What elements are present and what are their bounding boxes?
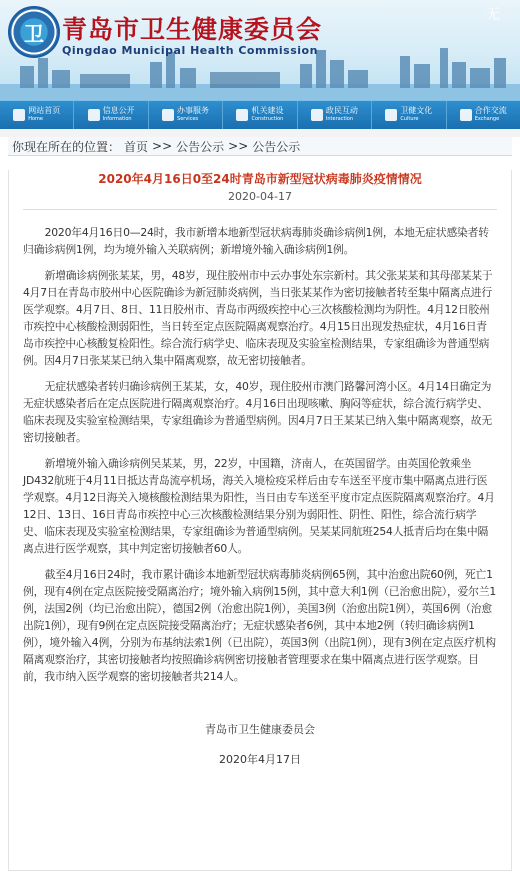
culture-icon: [385, 109, 397, 121]
breadcrumb-category-link[interactable]: 公告公示: [176, 139, 225, 154]
main-nav: [0, 100, 520, 129]
article-sign-date: 2020年4月17日: [219, 753, 301, 766]
building-icon: [236, 109, 248, 121]
nav-label-en: Services: [177, 116, 199, 122]
home-icon: [13, 109, 25, 121]
nav-label-en: Construction: [251, 116, 284, 122]
nav-label: 政民互动: [325, 106, 358, 115]
nav-label-en: Culture: [400, 116, 419, 122]
nav-label: 合作交流: [474, 106, 507, 115]
nav-label: 办事服务: [177, 106, 210, 115]
breadcrumb-home-link[interactable]: 首页: [124, 139, 149, 154]
service-icon: [162, 109, 174, 121]
spacer: [0, 129, 520, 137]
nav-label: 信息公开: [102, 106, 135, 115]
article-body: [8, 170, 512, 871]
site-title: 青岛市卫生健康委员会: [62, 15, 323, 44]
info-icon: [88, 109, 100, 121]
nav-item-culture[interactable]: [372, 101, 446, 129]
breadcrumb-separator: >>: [228, 139, 249, 153]
article-paragraph: 无症状感染者转归确诊病例王某某，女，40岁，现住胶州市澳门路馨河湾小区。4月14日确定为无症状感染者后在定点医院进行隔离观察治疗。4月16日出现咳嗽、胸闷等症状，综合流行病学史、临床表现及实验室检测结果，专家组确诊为普通型病例。因4月7日王某某已纳入集中隔离观察，故无密切接触者。: [23, 380, 493, 444]
article-paragraph: 新增确诊病例张某某，男，48岁，现住胶州市中云办事处东宗新村。其父张某某和其母邵某某于4月7日在青岛市胶州中心医院确诊为新冠肺炎病例，当日张某某作为密切接触者转至集中隔离点进行医学观察。4月7日、8日、11日胶州市、青岛市两级疾控中心三次核酸检测均为阴性。4月12日胶州市疾控中心核酸检测弱阳性，当日转至定点医院隔离观察治疗。4月15日出现发热症状，4月16日青岛市疾控中心核酸复检阳性。综合流行病学史、临床表现及实验室检测结果，专家组确诊为普通型病例。因4月7日张某某已纳入集中隔离观察，故无密切接触者。: [23, 269, 493, 367]
handshake-icon: [460, 109, 472, 121]
chat-icon: [311, 109, 323, 121]
article-signature: 青岛市卫生健康委员会: [205, 723, 315, 736]
nav-item-exchange[interactable]: [447, 101, 520, 129]
nav-label-en: Home: [28, 116, 43, 122]
logo-glyph: 卫: [24, 22, 44, 46]
corner-text: 无: [486, 7, 500, 23]
breadcrumb-separator: >>: [152, 139, 173, 153]
nav-item-interaction[interactable]: [298, 101, 372, 129]
site-subtitle: Qingdao Municipal Health Commission: [62, 44, 318, 57]
article-paragraph: 截至4月16日24时，我市累计确诊本地新型冠状病毒肺炎病例65例，其中治愈出院60例，死亡1例，现有4例在定点医院接受隔离治疗；境外输入病例15例，其中意大利1例（已治愈出院），爱尔兰1例，法国2例（均已治愈出院），德国2例（治愈出院1例），美国3例（治愈出院1例），英国6例（治愈出院1例），现有9例在定点医院接受隔离治疗；无症状感染者6例，其中本地2例（转归确诊病例1例），境外输入4例，分别为布基纳法索1例（已出院），英国3例（出院1例），现有3例在定点医疗机构隔离观察治疗，其密切接触者均按照确诊病例密切接触者管理要求在集中隔离点进行医学观察。目前，我市纳入医学观察的密切接触者共214人。: [23, 568, 497, 683]
breadcrumb-current-link[interactable]: 公告公示: [252, 139, 301, 154]
breadcrumb: [8, 137, 512, 156]
nav-label: 卫健文化: [400, 106, 433, 115]
nav-label-en: Interaction: [325, 116, 354, 122]
nav-label: 机关建设: [251, 106, 284, 115]
nav-item-information[interactable]: [74, 101, 148, 129]
article-paragraph: 新增境外输入确诊病例吴某某，男，22岁，中国籍，济南人，在英国留学。由英国伦敦乘坐JD432航班于4月11日抵达青岛流亭机场，海关入境检疫采样后由专车送至平度市集中隔离点进行医学观察。4月12日海关入境核酸检测结果为阳性，当日由专车送至平度市定点医院隔离观察治疗。4月12日、13日、16日青岛市疾控中心三次核酸检测结果分别为弱阳性、阴性、阳性，综合流行病学史、临床表现及实验室检测结果，专家组确诊为普通型病例。吴某某同航班254人抵青后均在集中隔离点进行医学观察，其中判定密切接触者60人。: [23, 457, 495, 555]
article-date: 2020-04-17: [23, 190, 497, 210]
breadcrumb-label: 你现在所在的位置：: [12, 139, 121, 154]
nav-label-en: Information: [102, 116, 132, 122]
nav-label-en: Exchange: [474, 116, 500, 122]
nav-label: 网站首页: [28, 106, 61, 115]
article-paragraph: 2020年4月16日0—24时，我市新增本地新型冠状病毒肺炎确诊病例1例，本地无症状感染者转归确诊病例1例，均为境外输入关联病例；新增境外输入确诊病例1例。: [23, 226, 489, 256]
nav-item-construction[interactable]: [223, 101, 297, 129]
nav-item-home[interactable]: [0, 101, 74, 129]
article-title: 2020年4月16日0至24时青岛市新型冠状病毒肺炎疫情情况: [98, 172, 422, 186]
health-commission-logo[interactable]: [8, 6, 60, 58]
site-banner: [0, 0, 520, 100]
nav-item-services[interactable]: [149, 101, 223, 129]
